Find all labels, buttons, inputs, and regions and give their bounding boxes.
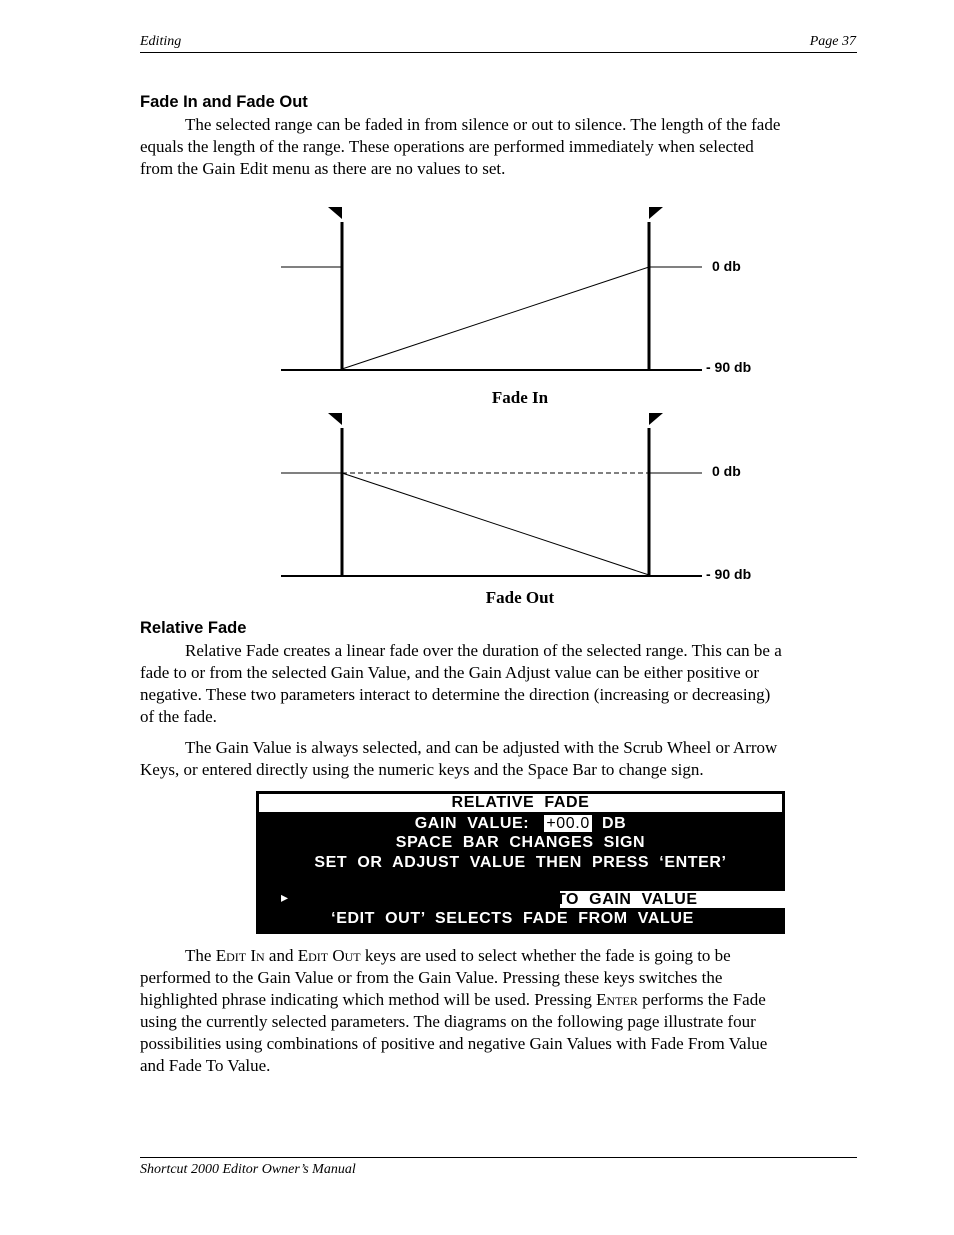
paragraph-line: highlighted phrase indicating which method will be used. Pressing Enter performs the Fade: [140, 990, 766, 1009]
lcd-option-edit-out[interactable]: ‘EDIT OUT’ SELECTS FADE FROM VALUE: [331, 910, 694, 927]
key-name-enter: Enter: [596, 990, 638, 1009]
lcd-gain-unit: DB: [601, 815, 627, 832]
paragraph-line: Relative Fade creates a linear fade over the duration of the selected range. This can be a: [185, 641, 782, 660]
edit-in-marker-icon: [328, 413, 342, 425]
lcd-option-edit-in[interactable]: ‘EDIT IN’ SELECTS FADE TO GAIN VALUE: [327, 891, 698, 908]
paragraph-line: equals the length of the range. These operations are performed immediately when selected: [140, 137, 754, 156]
edit-in-marker-icon: [328, 207, 342, 219]
paragraph-line: of the fade.: [140, 707, 217, 726]
fade-out-diagram: [270, 406, 770, 586]
paragraph-line: fade to or from the selected Gain Value, and the Gain Adjust value can be either positive or: [140, 663, 760, 682]
paragraph-relative-fade-2: [140, 737, 857, 781]
paragraph-line: performed to the Gain Value or from the Gain Value. Pressing these keys switches the: [140, 968, 723, 987]
fade-out-zero-db-label: 0 db: [712, 463, 741, 479]
heading-relative-fade: Relative Fade: [140, 619, 247, 637]
paragraph-edit-keys: [140, 945, 857, 1077]
header-rule: [140, 52, 857, 53]
key-name-edit-out: Edit Out: [297, 946, 361, 965]
fade-in-ramp: [342, 267, 649, 369]
paragraph-line: negative. These two parameters interact to determine the direction (increasing or decreasing): [140, 685, 771, 704]
paragraph-line: from the Gain Edit menu as there are no values to set.: [140, 159, 506, 178]
fade-in-caption: Fade In: [491, 388, 549, 407]
lcd-cursor-icon: ▸: [281, 889, 289, 905]
fade-in-diagram: [270, 200, 770, 380]
key-name-edit-in: Edit In: [215, 946, 265, 965]
fade-in-zero-db-label: 0 db: [712, 258, 741, 274]
footer-rule: [140, 1157, 857, 1158]
paragraph-line: using the currently selected parameters. The diagrams on the following page illustrate four: [140, 1012, 756, 1031]
paragraph-line: The selected range can be faded in from silence or out to silence. The length of the fade: [185, 115, 781, 134]
lcd-gain-row: [256, 815, 785, 833]
lcd-display: [256, 791, 785, 934]
lcd-instruction-line: SET OR ADJUST VALUE THEN PRESS ‘ENTER’: [314, 854, 727, 871]
paragraph-fade-in-out: [140, 114, 857, 180]
lcd-gain-value[interactable]: +00.0: [546, 815, 590, 832]
lcd-title: RELATIVE FADE: [451, 794, 590, 811]
footer-manual-title: Shortcut 2000 Editor Owner’s Manual: [140, 1162, 356, 1177]
paragraph-line: Keys, or entered directly using the numeric keys and the Space Bar to change sign.: [140, 760, 704, 779]
heading-fade-in-out: Fade In and Fade Out: [140, 93, 308, 111]
fade-out-ramp: [342, 473, 649, 575]
paragraph-line: The Edit In and Edit Out keys are used to select whether the fade is going to be: [185, 946, 731, 965]
fade-out-minus90-label: - 90 db: [706, 566, 752, 582]
fade-out-caption: Fade Out: [485, 588, 555, 607]
header-section-title: Editing: [140, 34, 182, 49]
paragraph-line: The Gain Value is always selected, and can be adjusted with the Scrub Wheel or Arrow: [185, 738, 778, 757]
edit-out-marker-icon: [649, 207, 663, 219]
paragraph-line: possibilities using combinations of positive and negative Gain Values with Fade From Value: [140, 1034, 768, 1053]
paragraph-line: and Fade To Value.: [140, 1056, 271, 1075]
fade-in-minus90-label: - 90 db: [706, 359, 752, 375]
edit-out-marker-icon: [649, 413, 663, 425]
lcd-gain-label: GAIN VALUE:: [414, 815, 530, 832]
paragraph-relative-fade-1: [140, 640, 857, 728]
lcd-space-bar-line: SPACE BAR CHANGES SIGN: [395, 834, 646, 851]
header-page-number: Page 37: [809, 34, 856, 49]
